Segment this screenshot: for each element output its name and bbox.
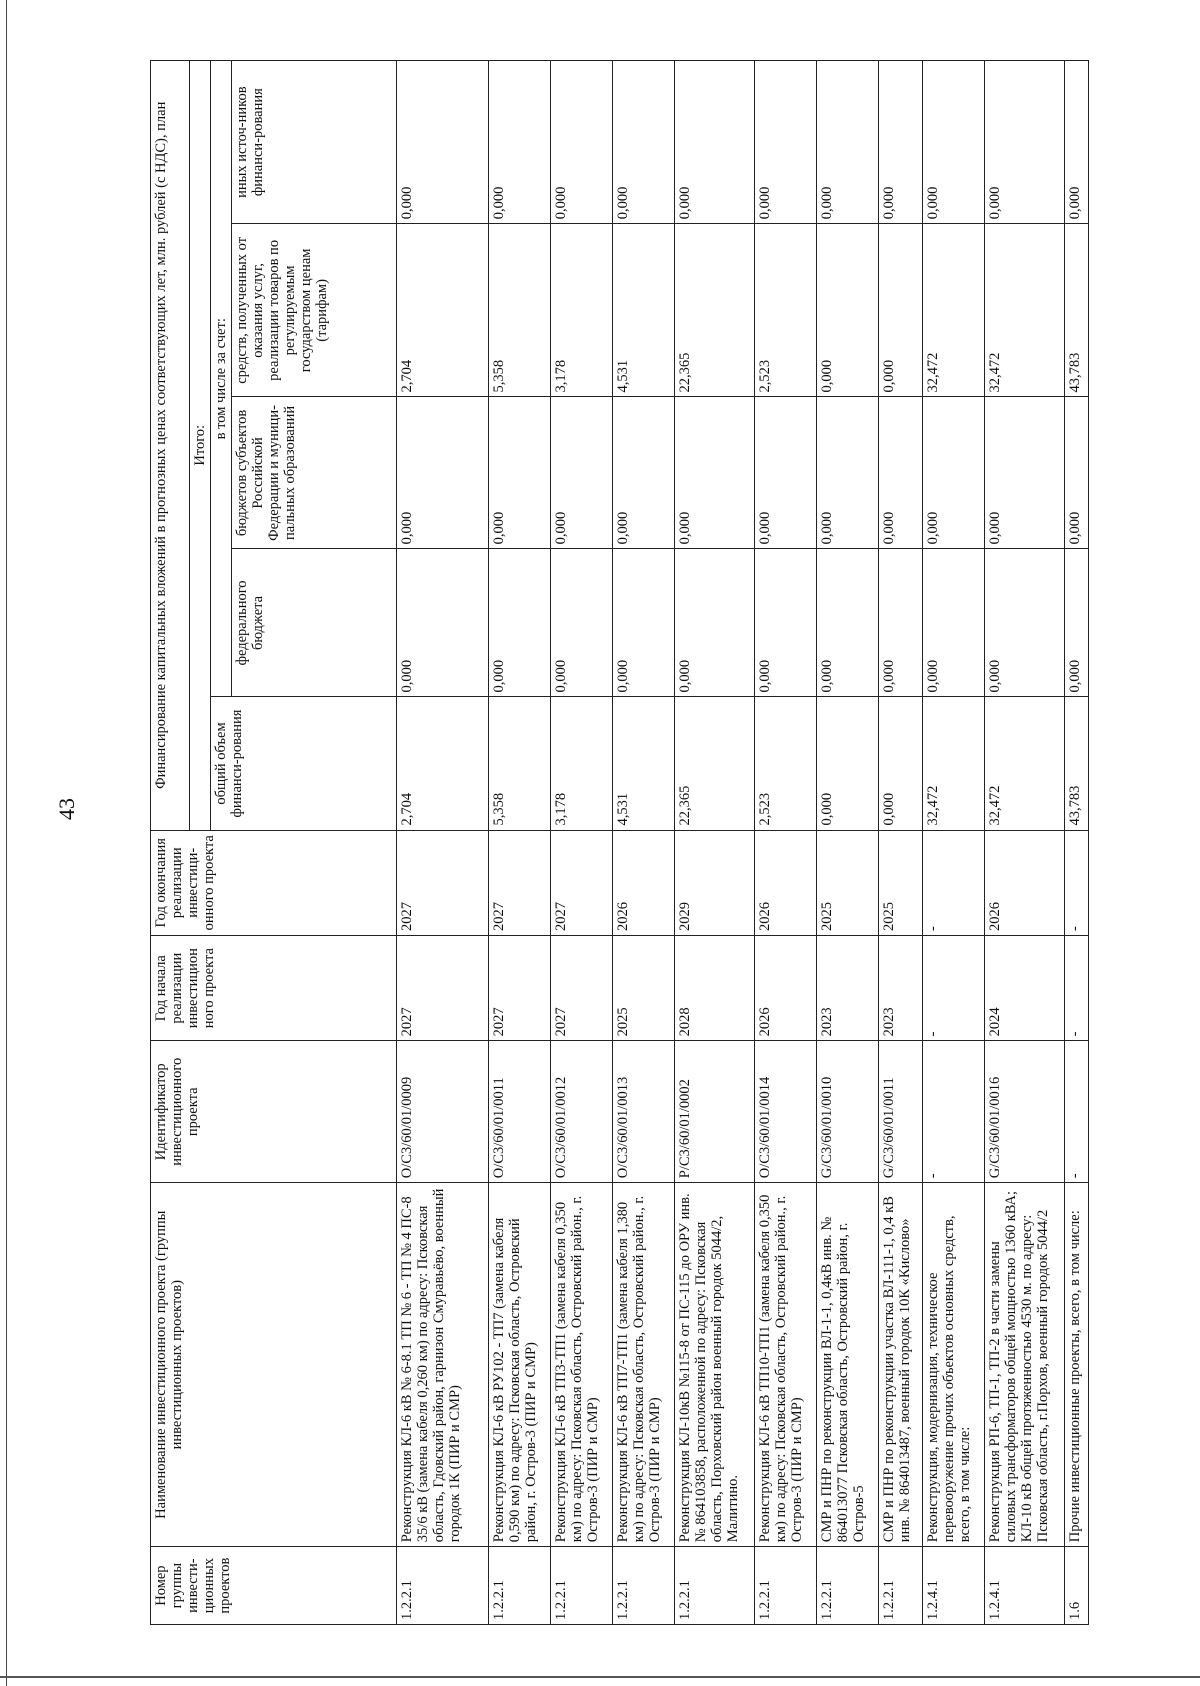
cell-federal: 0,000 — [675, 549, 755, 697]
table-row — [985, 61, 1065, 1625]
cell-federal: 0,000 — [923, 549, 985, 697]
scan-edge-left — [6, 0, 7, 1686]
header-financing: Финансирование капитальных вложений в прогнозных ценах соответствующих лет, млн. рублей (с НДС), план — [151, 61, 190, 831]
cell-federal: 0,000 — [551, 549, 613, 697]
cell-num: 1.2.4.1 — [923, 1547, 985, 1625]
cell-total: 22,365 — [675, 697, 755, 830]
cell-regional: 0,000 — [675, 397, 755, 549]
cell-id: G/C3/60/01/0010 — [817, 1041, 879, 1183]
cell-start: - — [923, 935, 985, 1040]
cell-federal: 0,000 — [755, 549, 817, 697]
table-row — [397, 61, 489, 1625]
cell-id: G/C3/60/01/0011 — [879, 1041, 923, 1183]
cell-id: G/C3/60/01/0016 — [985, 1041, 1065, 1183]
cell-other: 0,000 — [879, 61, 923, 224]
cell-id: - — [1065, 1041, 1089, 1183]
cell-federal: 0,000 — [985, 549, 1065, 697]
cell-tariff: 4,531 — [613, 224, 675, 397]
cell-regional: 0,000 — [551, 397, 613, 549]
cell-num: 1.2.2.1 — [755, 1547, 817, 1625]
cell-federal: 0,000 — [1065, 549, 1089, 697]
cell-end: 2025 — [817, 830, 879, 935]
cell-regional: 0,000 — [817, 397, 879, 549]
cell-id: O/C3/60/01/0012 — [551, 1041, 613, 1183]
cell-end: 2026 — [613, 830, 675, 935]
cell-start: 2027 — [397, 935, 489, 1040]
table-row — [551, 61, 613, 1625]
header-regional: бюджетов субъектов Российской Федерации и муници-пальных образований — [232, 397, 397, 549]
header-name: Наименование инвестиционного проекта (группы инвестиционных проектов) — [151, 1183, 397, 1547]
cell-id: O/C3/60/01/0014 — [755, 1041, 817, 1183]
cell-tariff: 5,358 — [489, 224, 551, 397]
cell-num: 1.2.2.1 — [489, 1547, 551, 1625]
table-row — [817, 61, 879, 1625]
cell-start: 2027 — [551, 935, 613, 1040]
cell-start: 2023 — [879, 935, 923, 1040]
cell-start: 2028 — [675, 935, 755, 1040]
cell-federal: 0,000 — [817, 549, 879, 697]
header-end: Год окончания реализации инвестици-онного проекта — [151, 830, 397, 935]
cell-regional: 0,000 — [397, 397, 489, 549]
cell-federal: 0,000 — [489, 549, 551, 697]
cell-total: 32,472 — [923, 697, 985, 830]
header-other: иных источ-ников финанси-рования — [232, 61, 397, 224]
cell-name: Реконструкция КЛ-10кВ №115-8 от ПС-115 до ОРУ инв.№ 864103858, расположенной по адресу: Псковская область, Порховский район военный городок 5044/2, Малитино. — [675, 1183, 755, 1547]
cell-num: 1.2.2.1 — [613, 1547, 675, 1625]
cell-num: 1.2.2.1 — [551, 1547, 613, 1625]
cell-start: 2024 — [985, 935, 1065, 1040]
cell-end: 2026 — [985, 830, 1065, 935]
cell-name: Реконструкция КЛ-6 кВ РУ102 - ТП7 (замена кабеля 0,590 км) по адресу: Псковская область, Островский район, г. Остров-3 (ПИР и СМР) — [489, 1183, 551, 1547]
investment-table — [150, 60, 1089, 1625]
cell-end: - — [1065, 830, 1089, 935]
header-federal: федерального бюджета — [232, 549, 397, 697]
cell-regional: 0,000 — [985, 397, 1065, 549]
cell-end: 2027 — [489, 830, 551, 935]
cell-start: 2025 — [613, 935, 675, 1040]
cell-regional: 0,000 — [755, 397, 817, 549]
cell-num: 1.2.2.1 — [879, 1547, 923, 1625]
cell-id: O/C3/60/01/0013 — [613, 1041, 675, 1183]
cell-federal: 0,000 — [879, 549, 923, 697]
cell-name: СМР и ПНР по реконструкции ВЛ-1-1, 0,4кВ инв. № 864013077 Псковская область, Островский район, г. Остров-5 — [817, 1183, 879, 1547]
cell-name: Прочие инвестиционные проекты, всего, в том числе: — [1065, 1183, 1089, 1547]
cell-start: 2027 — [489, 935, 551, 1040]
table-row — [489, 61, 551, 1625]
cell-name: Реконструкция РП-6, ТП-1, ТП-2 в части замены силовых трансформаторов общей мощностью 1360 кВА; КЛ-10 кВ общей протяженностью 4530 м. по адресу: Псковская область, г.Порхов, военный городок 5044/2 — [985, 1183, 1065, 1547]
cell-name: Реконструкция КЛ-6 кВ ТП7-ТП1 (замена кабеля 1,380 км) по адресу: Псковская область, Островский район., г. Остров-3 (ПИР и СМР) — [613, 1183, 675, 1547]
cell-total: 32,472 — [985, 697, 1065, 830]
cell-other: 0,000 — [755, 61, 817, 224]
cell-tariff: 32,472 — [923, 224, 985, 397]
table-row — [675, 61, 755, 1625]
table-row — [923, 61, 985, 1625]
cell-end: 2025 — [879, 830, 923, 935]
cell-total: 0,000 — [879, 697, 923, 830]
cell-tariff: 3,178 — [551, 224, 613, 397]
cell-name: Реконструкция, модернизация, техническое перевооружение прочих объектов основных средств, всего, в том числе: — [923, 1183, 985, 1547]
cell-total: 5,358 — [489, 697, 551, 830]
cell-total: 0,000 — [817, 697, 879, 830]
table-body — [397, 61, 1089, 1625]
cell-name: СМР и ПНР по реконструкции участка ВЛ-111-1, 0,4 кВ инв. № 864013487, военный городок 10К «Кислово» — [879, 1183, 923, 1547]
cell-end: 2026 — [755, 830, 817, 935]
cell-num: 1.2.2.1 — [397, 1547, 489, 1625]
cell-name: Реконструкция КЛ-6 кВ ТП3-ТП1 (замена кабеля 0,350 км) по адресу: Псковская область, Островский район., г. Остров-3 (ПИР и СМР) — [551, 1183, 613, 1547]
cell-total: 2,523 — [755, 697, 817, 830]
cell-other: 0,000 — [397, 61, 489, 224]
page-number: 43 — [54, 798, 79, 820]
cell-id: P/C3/60/01/0002 — [675, 1041, 755, 1183]
cell-end: 2027 — [397, 830, 489, 935]
cell-tariff: 2,704 — [397, 224, 489, 397]
cell-name: Реконструкция КЛ-6 кВ № 6-8.1 ТП № 6 - ТП № 4 ПС-8 35/6 кВ (замена кабеля 0,260 км) по адресу: Псковская область, Гдовский район, гарнизон Смуравьёво, военный городок 1К (ПИР и СМР) — [397, 1183, 489, 1547]
cell-end: 2027 — [551, 830, 613, 935]
cell-tariff: 43,783 — [1065, 224, 1089, 397]
cell-id: O/C3/60/01/0009 — [397, 1041, 489, 1183]
scan-edge-bottom — [0, 1676, 1200, 1678]
cell-other: 0,000 — [675, 61, 755, 224]
cell-end: 2029 — [675, 830, 755, 935]
cell-regional: 0,000 — [613, 397, 675, 549]
cell-tariff: 0,000 — [879, 224, 923, 397]
header-id: Идентификатор инвестиционного проекта — [151, 1041, 397, 1183]
header-tariff: средств, полученных от оказания услуг, реализации товаров по регулируемым государством ценам (тарифам) — [232, 224, 397, 397]
header-num: Номер группы инвести-ционных проектов — [151, 1547, 397, 1625]
cell-regional: 0,000 — [1065, 397, 1089, 549]
cell-other: 0,000 — [489, 61, 551, 224]
cell-other: 0,000 — [817, 61, 879, 224]
cell-total: 4,531 — [613, 697, 675, 830]
cell-start: - — [1065, 935, 1089, 1040]
header-itogo: Итого: — [190, 61, 211, 831]
cell-start: 2023 — [817, 935, 879, 1040]
cell-regional: 0,000 — [879, 397, 923, 549]
cell-regional: 0,000 — [489, 397, 551, 549]
cell-other: 0,000 — [613, 61, 675, 224]
cell-federal: 0,000 — [613, 549, 675, 697]
cell-total: 3,178 — [551, 697, 613, 830]
cell-name: Реконструкция КЛ-6 кВ ТП10-ТП1 (замена кабеля 0,350 км) по адресу: Псковская область, Островский район., г. Остров-3 (ПИР и СМР) — [755, 1183, 817, 1547]
cell-other: 0,000 — [1065, 61, 1089, 224]
cell-num: 1.2.2.1 — [675, 1547, 755, 1625]
cell-tariff: 0,000 — [817, 224, 879, 397]
header-incl: в том числе за счет: — [211, 61, 232, 697]
cell-regional: 0,000 — [923, 397, 985, 549]
cell-start: 2026 — [755, 935, 817, 1040]
table-row — [755, 61, 817, 1625]
table-row — [613, 61, 675, 1625]
cell-total: 2,704 — [397, 697, 489, 830]
cell-total: 43,783 — [1065, 697, 1089, 830]
cell-num: 1.2.4.1 — [985, 1547, 1065, 1625]
cell-tariff: 2,523 — [755, 224, 817, 397]
cell-num: 1.6 — [1065, 1547, 1089, 1625]
table-row — [879, 61, 923, 1625]
cell-federal: 0,000 — [397, 549, 489, 697]
table-row — [1065, 61, 1089, 1625]
cell-end: - — [923, 830, 985, 935]
cell-id: - — [923, 1041, 985, 1183]
cell-tariff: 22,365 — [675, 224, 755, 397]
header-start: Год начала реализации инвестицион ного проекта — [151, 935, 397, 1040]
cell-tariff: 32,472 — [985, 224, 1065, 397]
cell-num: 1.2.2.1 — [817, 1547, 879, 1625]
cell-id: O/C3/60/01/0011 — [489, 1041, 551, 1183]
header-total: общий объем финанси-рования — [211, 697, 397, 830]
cell-other: 0,000 — [551, 61, 613, 224]
cell-other: 0,000 — [985, 61, 1065, 224]
cell-other: 0,000 — [923, 61, 985, 224]
rotated-table-container — [150, 60, 1083, 1625]
